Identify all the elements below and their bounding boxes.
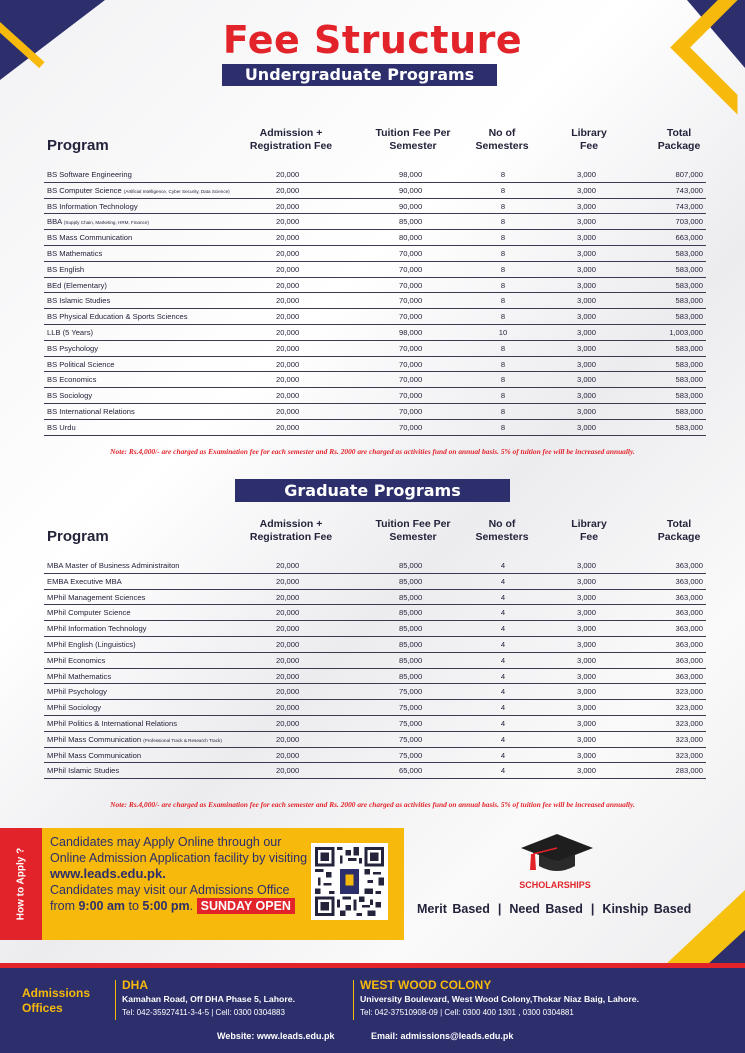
graduation-cap-icon: [517, 832, 597, 878]
total-package-cell: 743,000: [675, 201, 703, 211]
header-tuition: Tuition Fee Per Semester: [375, 518, 451, 543]
admission-fee-cell: 20,000: [276, 718, 300, 728]
admission-fee-cell: 20,000: [276, 217, 300, 227]
tuition-fee-cell: 65,000: [399, 766, 423, 776]
program-cell: BS Information Technology: [47, 201, 138, 211]
table-row: [44, 278, 706, 294]
apply-instructions: Candidates may Apply Online through our Online Admission Application facility by visiting www.leads.edu.pk. Candidates may visit our Admissions Office from 9:00 am to 5:00 pm. SUNDAY OPEN: [50, 834, 310, 914]
library-fee-cell: 3,000: [577, 655, 597, 665]
semesters-cell: 10: [498, 327, 508, 337]
table-row: [44, 183, 706, 199]
library-fee-cell: 3,000: [577, 639, 597, 649]
table-row: [44, 420, 706, 436]
admission-fee-cell: 20,000: [276, 406, 300, 416]
library-fee-cell: 3,000: [577, 296, 597, 306]
graduate-note: Note: Rs.4,000/- are charged as Examination fee for each semester and Rs. 2000 are charged as activities fund on annual basis. 5% of tuition fee will be increased annually.: [110, 800, 635, 809]
semesters-cell: 4: [500, 750, 506, 760]
how-to-apply-label: How to Apply ?: [15, 847, 27, 921]
graduate-table: [44, 558, 706, 779]
semesters-cell: 4: [500, 608, 506, 618]
total-package-cell: 703,000: [675, 217, 703, 227]
total-package-cell: 583,000: [675, 312, 703, 322]
library-fee-cell: 3,000: [577, 718, 597, 728]
merit-based: Merit Based: [417, 902, 490, 916]
admission-fee-cell: 20,000: [276, 592, 300, 602]
dha-office: DHA Kamahan Road, Off DHA Phase 5, Lahore. Tel: 042-35927411-3-4-5 | Cell: 0300 0304883: [122, 978, 295, 1017]
library-fee-cell: 3,000: [577, 233, 597, 243]
semesters-cell: 4: [500, 655, 506, 665]
program-cell: MPhil English (Linguistics): [47, 639, 136, 649]
semesters-cell: 8: [500, 233, 506, 243]
program-cell: BS Mass Communication: [47, 233, 133, 243]
program-cell: BS Sociology: [47, 391, 93, 401]
program-cell: LLB (5 Years): [47, 327, 94, 337]
library-fee-cell: 3,000: [577, 561, 597, 570]
tuition-fee-cell: 90,000: [399, 185, 423, 195]
header-semesters: No of Semesters: [475, 127, 529, 152]
tuition-fee-cell: 70,000: [399, 422, 423, 432]
tuition-fee-cell: 70,000: [399, 359, 423, 369]
tuition-fee-cell: 85,000: [399, 576, 423, 586]
program-cell: BS Computer Science (Artificial Intelligence, Cyber Security, Data Science): [47, 185, 230, 195]
table-row: [44, 309, 706, 325]
program-cell: EMBA Executive MBA: [47, 576, 122, 586]
table-row: [44, 262, 706, 278]
library-fee-cell: 3,000: [577, 170, 597, 179]
total-package-cell: 323,000: [675, 718, 703, 728]
library-fee-cell: 3,000: [577, 375, 597, 385]
program-cell: BS Software Engineering: [47, 170, 132, 179]
footer-divider: [115, 980, 116, 1020]
library-fee-cell: 3,000: [577, 248, 597, 258]
total-package-cell: 743,000: [675, 185, 703, 195]
total-package-cell: 583,000: [675, 422, 703, 432]
library-fee-cell: 3,000: [577, 217, 597, 227]
semesters-cell: 8: [500, 185, 506, 195]
admission-fee-cell: 20,000: [276, 343, 300, 353]
undergraduate-table-header: [44, 127, 706, 167]
apply-line-4: Candidates may visit our Admissions Office: [50, 883, 290, 897]
total-package-cell: 583,000: [675, 391, 703, 401]
sunday-open-badge: SUNDAY OPEN: [197, 898, 295, 914]
header-total-package: Total Package: [657, 127, 701, 152]
library-fee-cell: 3,000: [577, 671, 597, 681]
library-fee-cell: 3,000: [577, 280, 597, 290]
semesters-cell: 8: [500, 280, 506, 290]
tuition-fee-cell: 75,000: [399, 718, 423, 728]
program-cell: BBA (Supply Chain, Marketing, HRM, Finance): [47, 217, 149, 227]
tuition-fee-cell: 85,000: [399, 671, 423, 681]
total-package-cell: 583,000: [675, 280, 703, 290]
admission-fee-cell: 20,000: [276, 201, 300, 211]
admission-fee-cell: 20,000: [276, 312, 300, 322]
tuition-fee-cell: 70,000: [399, 375, 423, 385]
program-cell: BS Physical Education & Sports Sciences: [47, 312, 188, 322]
admission-fee-cell: 20,000: [276, 750, 300, 760]
semesters-cell: 4: [500, 671, 506, 681]
need-based: Need Based: [509, 902, 583, 916]
tuition-fee-cell: 85,000: [399, 561, 423, 570]
admission-fee-cell: 20,000: [276, 671, 300, 681]
library-fee-cell: 3,000: [577, 422, 597, 432]
tuition-fee-cell: 70,000: [399, 264, 423, 274]
table-row: [44, 621, 706, 637]
semesters-cell: 4: [500, 639, 506, 649]
library-fee-cell: 3,000: [577, 734, 597, 744]
semesters-cell: 8: [500, 217, 506, 227]
library-fee-cell: 3,000: [577, 343, 597, 353]
library-fee-cell: 3,000: [577, 312, 597, 322]
library-fee-cell: 3,000: [577, 406, 597, 416]
library-fee-cell: 3,000: [577, 592, 597, 602]
table-row: [44, 574, 706, 590]
program-cell: MPhil Information Technology: [47, 624, 147, 634]
admission-fee-cell: 20,000: [276, 703, 300, 713]
table-row: [44, 404, 706, 420]
total-package-cell: 583,000: [675, 296, 703, 306]
table-row: [44, 388, 706, 404]
admission-fee-cell: 20,000: [276, 170, 300, 179]
semesters-cell: 8: [500, 296, 506, 306]
program-cell: MPhil Politics & International Relations: [47, 718, 177, 728]
admission-fee-cell: 20,000: [276, 422, 300, 432]
total-package-cell: 323,000: [675, 734, 703, 744]
west-wood-colony-office: WEST WOOD COLONY University Boulevard, West Wood Colony,Thokar Niaz Baig, Lahore. Tel: 042-37510908-09 | Cell: 0300 400 1301 , 0300 0304881: [360, 978, 640, 1017]
tuition-fee-cell: 98,000: [399, 327, 423, 337]
admission-fee-cell: 20,000: [276, 391, 300, 401]
table-row: [44, 558, 706, 574]
program-cell: MPhil Mass Communication: [47, 750, 142, 760]
qr-code-icon: [315, 847, 384, 916]
table-row: [44, 637, 706, 653]
admission-fee-cell: 20,000: [276, 576, 300, 586]
tuition-fee-cell: 98,000: [399, 170, 423, 179]
table-row: [44, 357, 706, 373]
graduate-table-header: [44, 518, 706, 558]
admission-fee-cell: 20,000: [276, 327, 300, 337]
table-row: [44, 167, 706, 183]
header-total-package: Total Package: [657, 518, 701, 543]
semesters-cell: 8: [500, 201, 506, 211]
table-row: [44, 230, 706, 246]
footer-divider: [353, 980, 354, 1020]
total-package-cell: 363,000: [675, 639, 703, 649]
total-package-cell: 583,000: [675, 375, 703, 385]
header-admission: Admission + Registration Fee: [249, 518, 333, 543]
semesters-cell: 4: [500, 624, 506, 634]
library-fee-cell: 3,000: [577, 608, 597, 618]
admission-fee-cell: 20,000: [276, 248, 300, 258]
tuition-fee-cell: 75,000: [399, 687, 423, 697]
semesters-cell: 8: [500, 264, 506, 274]
semesters-cell: 8: [500, 343, 506, 353]
total-package-cell: 663,000: [675, 233, 703, 243]
program-cell: BS English: [47, 264, 85, 274]
total-package-cell: 283,000: [675, 766, 703, 776]
admission-fee-cell: 20,000: [276, 639, 300, 649]
semesters-cell: 8: [500, 375, 506, 385]
semesters-cell: 8: [500, 312, 506, 322]
program-cell: BS Islamic Studies: [47, 296, 111, 306]
total-package-cell: 583,000: [675, 248, 703, 258]
header-library-fee: Library Fee: [571, 127, 607, 152]
table-row: [44, 605, 706, 621]
corner-decoration-bottom-right-navy: [707, 930, 745, 965]
program-cell: MBA Master of Business Administraiton: [47, 561, 180, 570]
tuition-fee-cell: 90,000: [399, 201, 423, 211]
semesters-cell: 4: [500, 561, 506, 570]
table-row: [44, 199, 706, 215]
program-cell: BS International Relations: [47, 406, 135, 416]
library-fee-cell: 3,000: [577, 264, 597, 274]
program-cell: MPhil Psychology: [47, 687, 107, 697]
library-fee-cell: 3,000: [577, 185, 597, 195]
table-row: [44, 653, 706, 669]
admission-fee-cell: 20,000: [276, 608, 300, 618]
total-package-cell: 323,000: [675, 703, 703, 713]
semesters-cell: 4: [500, 703, 506, 713]
program-cell: MPhil Computer Science: [47, 608, 131, 618]
tuition-fee-cell: 70,000: [399, 343, 423, 353]
table-row: [44, 700, 706, 716]
admission-fee-cell: 20,000: [276, 734, 300, 744]
kinship-based: Kinship Based: [602, 902, 692, 916]
table-row: [44, 293, 706, 309]
library-fee-cell: 3,000: [577, 687, 597, 697]
admission-fee-cell: 20,000: [276, 296, 300, 306]
program-cell: MPhil Management Sciences: [47, 592, 146, 602]
header-semesters: No of Semesters: [475, 518, 529, 543]
total-package-cell: 363,000: [675, 671, 703, 681]
semesters-cell: 4: [500, 687, 506, 697]
total-package-cell: 323,000: [675, 750, 703, 760]
admissions-offices-label: Admissions Offices: [22, 986, 91, 1015]
header-tuition: Tuition Fee Per Semester: [375, 127, 451, 152]
admission-fee-cell: 20,000: [276, 624, 300, 634]
library-fee-cell: 3,000: [577, 750, 597, 760]
header-program: Program: [47, 528, 109, 545]
tuition-fee-cell: 85,000: [399, 655, 423, 665]
program-cell: MPhil Mathematics: [47, 671, 112, 681]
table-row: [44, 325, 706, 341]
header-library-fee: Library Fee: [571, 518, 607, 543]
total-package-cell: 1,003,000: [669, 327, 703, 337]
table-row: [44, 748, 706, 764]
total-package-cell: 363,000: [675, 608, 703, 618]
admission-fee-cell: 20,000: [276, 655, 300, 665]
total-package-cell: 583,000: [675, 343, 703, 353]
program-cell: BS Mathematics: [47, 248, 103, 258]
total-package-cell: 363,000: [675, 592, 703, 602]
total-package-cell: 807,000: [675, 170, 703, 179]
semesters-cell: 8: [500, 422, 506, 432]
program-detail: (Artificial Intelligence, Cyber Security, Data Science): [123, 188, 230, 194]
email-link[interactable]: Email: admissions@leads.edu.pk: [371, 1031, 514, 1041]
undergraduate-note: Note: Rs.4,000/- are charged as Examination fee for each semester and Rs. 2000 are charged as activities fund on annual basis. 5% of tuition fee will be increased annually.: [110, 447, 635, 456]
table-row: [44, 372, 706, 388]
admission-fee-cell: 20,000: [276, 185, 300, 195]
tuition-fee-cell: 70,000: [399, 248, 423, 258]
program-cell: MPhil Sociology: [47, 703, 102, 713]
tuition-fee-cell: 70,000: [399, 280, 423, 290]
table-row: [44, 684, 706, 700]
semesters-cell: 4: [500, 766, 506, 776]
tuition-fee-cell: 70,000: [399, 312, 423, 322]
admission-fee-cell: 20,000: [276, 766, 300, 776]
table-row: [44, 214, 706, 230]
library-fee-cell: 3,000: [577, 201, 597, 211]
program-cell: BS Psychology: [47, 343, 99, 353]
semesters-cell: 4: [500, 576, 506, 586]
semesters-cell: 4: [500, 592, 506, 602]
tuition-fee-cell: 70,000: [399, 296, 423, 306]
total-package-cell: 583,000: [675, 359, 703, 369]
graduate-banner: Graduate Programs: [235, 479, 510, 502]
page-title: Fee Structure: [222, 18, 523, 62]
library-fee-cell: 3,000: [577, 766, 597, 776]
semesters-cell: 8: [500, 391, 506, 401]
total-package-cell: 363,000: [675, 624, 703, 634]
total-package-cell: 363,000: [675, 561, 703, 570]
semesters-cell: 8: [500, 359, 506, 369]
total-package-cell: 363,000: [675, 576, 703, 586]
apply-line-2: Online Admission Application facility by visiting: [50, 851, 308, 865]
library-fee-cell: 3,000: [577, 327, 597, 337]
tuition-fee-cell: 70,000: [399, 406, 423, 416]
qr-code[interactable]: [311, 843, 388, 920]
total-package-cell: 583,000: [675, 264, 703, 274]
program-cell: BS Urdu: [47, 422, 76, 432]
table-row: [44, 716, 706, 732]
tuition-fee-cell: 75,000: [399, 703, 423, 713]
footer: [0, 968, 745, 1053]
semesters-cell: 8: [500, 170, 506, 179]
library-fee-cell: 3,000: [577, 576, 597, 586]
program-cell: MPhil Islamic Studies: [47, 766, 120, 776]
table-row: [44, 590, 706, 606]
tuition-fee-cell: 85,000: [399, 608, 423, 618]
admission-fee-cell: 20,000: [276, 561, 300, 570]
apply-website-link[interactable]: www.leads.edu.pk: [50, 866, 163, 881]
table-row: [44, 669, 706, 685]
scholarship-types: Merit Based | Need Based | Kinship Based: [417, 902, 692, 916]
tuition-fee-cell: 85,000: [399, 217, 423, 227]
program-cell: BS Economics: [47, 375, 97, 385]
tuition-fee-cell: 75,000: [399, 750, 423, 760]
program-detail: (Supply Chain, Marketing, HRM, Finance): [63, 220, 149, 226]
table-row: [44, 763, 706, 779]
total-package-cell: 323,000: [675, 687, 703, 697]
header-admission: Admission + Registration Fee: [249, 127, 333, 152]
table-row: [44, 246, 706, 262]
program-cell: MPhil Mass Communication (Professional Track & Research Track): [47, 734, 222, 744]
semesters-cell: 8: [500, 406, 506, 416]
undergraduate-table: [44, 167, 706, 436]
admission-fee-cell: 20,000: [276, 233, 300, 243]
admission-fee-cell: 20,000: [276, 280, 300, 290]
library-fee-cell: 3,000: [577, 703, 597, 713]
library-fee-cell: 3,000: [577, 359, 597, 369]
tuition-fee-cell: 80,000: [399, 233, 423, 243]
program-cell: BEd (Elementary): [47, 280, 107, 290]
program-detail: (Professional Track & Research Track): [143, 737, 222, 743]
scholarships-label: SCHOLARSHIPS: [519, 880, 591, 890]
total-package-cell: 363,000: [675, 655, 703, 665]
undergraduate-banner: Undergraduate Programs: [222, 64, 497, 86]
admission-fee-cell: 20,000: [276, 375, 300, 385]
total-package-cell: 583,000: [675, 406, 703, 416]
tuition-fee-cell: 85,000: [399, 624, 423, 634]
table-row: [44, 341, 706, 357]
admission-fee-cell: 20,000: [276, 264, 300, 274]
admission-fee-cell: 20,000: [276, 359, 300, 369]
header-program: Program: [47, 137, 109, 154]
tuition-fee-cell: 85,000: [399, 592, 423, 602]
library-fee-cell: 3,000: [577, 624, 597, 634]
program-cell: MPhil Economics: [47, 655, 106, 665]
website-link[interactable]: Website: www.leads.edu.pk: [217, 1031, 335, 1041]
semesters-cell: 8: [500, 248, 506, 258]
library-fee-cell: 3,000: [577, 391, 597, 401]
apply-line-1: Candidates may Apply Online through our: [50, 835, 282, 849]
apply-hours: from 9:00 am to 5:00 pm. SUNDAY OPEN: [50, 898, 310, 914]
tuition-fee-cell: 85,000: [399, 639, 423, 649]
tuition-fee-cell: 75,000: [399, 734, 423, 744]
table-row: [44, 732, 706, 748]
program-cell: BS Political Science: [47, 359, 115, 369]
tuition-fee-cell: 70,000: [399, 391, 423, 401]
semesters-cell: 4: [500, 734, 506, 744]
semesters-cell: 4: [500, 718, 506, 728]
admission-fee-cell: 20,000: [276, 687, 300, 697]
